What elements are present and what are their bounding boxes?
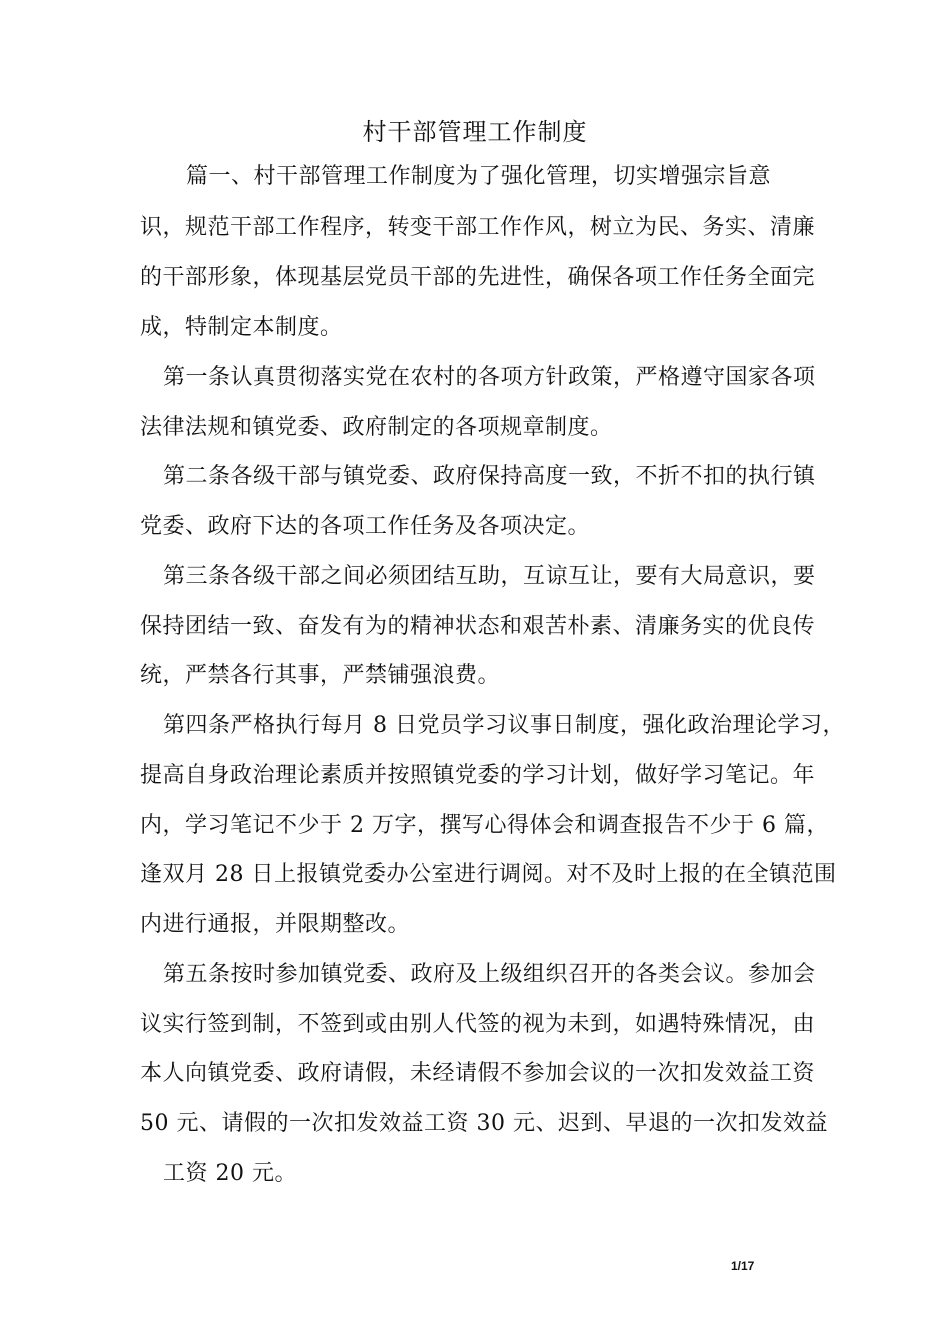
paragraph-line: 识，规范干部工作程序，转变干部工作作风，树立为民、务实、清廉: [140, 215, 816, 240]
paragraph-line: 内进行通报，并限期整改。: [140, 912, 411, 937]
paragraph-line: 统，严禁各行其事，严禁铺强浪费。: [140, 663, 501, 688]
document-title: 村干部管理工作制度: [362, 118, 588, 146]
paragraph-line: 法律法规和镇党委、政府制定的各项规章制度。: [140, 415, 613, 440]
paragraph-line: 本人向镇党委、政府请假，未经请假不参加会议的一次扣发效益工资: [140, 1061, 816, 1086]
paragraph-line: 50 元、请假的一次扣发效益工资 30 元、迟到、早退的一次扣发效益: [140, 1111, 828, 1136]
paragraph-line: 内，学习笔记不少于 2 万字，撰写心得体会和调查报告不少于 6 篇，: [140, 813, 829, 838]
paragraph-line: 工资 20 元。: [163, 1161, 297, 1186]
paragraph-line: 党委、政府下达的各项工作任务及各项决定。: [140, 514, 591, 539]
paragraph-line: 逢双月 28 日上报镇党委办公室进行调阅。对不及时上报的在全镇范围: [140, 862, 837, 887]
paragraph-line: 成，特制定本制度。: [140, 315, 343, 340]
paragraph-line: 的干部形象，体现基层党员干部的先进性，确保各项工作任务全面完: [140, 265, 816, 290]
page-number: 1/17: [731, 1259, 755, 1273]
paragraph-line: 篇一、村干部管理工作制度为了强化管理，切实增强宗旨意: [186, 164, 772, 189]
paragraph-line: 提高自身政治理论素质并按照镇党委的学习计划，做好学习笔记。年: [140, 763, 816, 788]
paragraph-line: 第一条认真贯彻落实党在农村的各项方针政策，严格遵守国家各项: [163, 365, 816, 390]
paragraph-line: 第四条严格执行每月 8 日党员学习议事日制度，强化政治理论学习，: [163, 713, 845, 738]
paragraph-line: 第二条各级干部与镇党委、政府保持高度一致，不折不扣的执行镇: [163, 464, 816, 489]
paragraph-line: 第五条按时参加镇党委、政府及上级组织召开的各类会议。参加会: [163, 962, 816, 987]
paragraph-line: 第三条各级干部之间必须团结互助，互谅互让，要有大局意识，要: [163, 564, 816, 589]
paragraph-line: 保持团结一致、奋发有为的精神状态和艰苦朴素、清廉务实的优良传: [140, 614, 816, 639]
paragraph-line: 议实行签到制，不签到或由别人代签的视为未到，如遇特殊情况，由: [140, 1012, 816, 1037]
